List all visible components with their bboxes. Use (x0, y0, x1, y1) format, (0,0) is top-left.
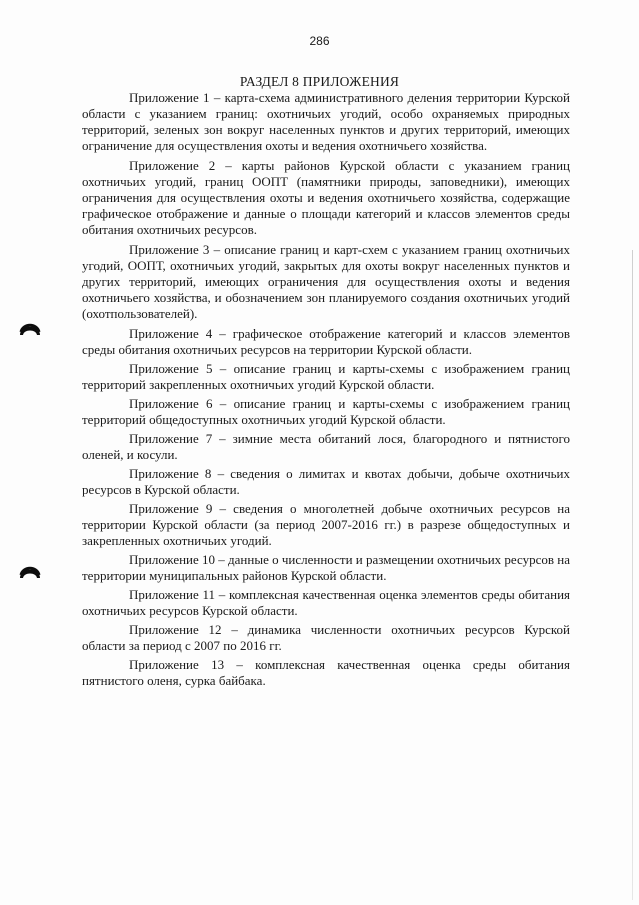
appendix-3-paragraph: Приложение 3 – описание границ и карт-схем с указанием границ охотничьих угодий, ООПТ, охотничьих угодий, закрытых для охоты вокруг населенных пунктов и других территорий, имеющих ограничения для осуществления охоты и ведения охотничьего хозяйства, и обозначением зон планируемого создания охотничьих угодий (охотпользователей). (82, 242, 570, 321)
punch-hole-icon (18, 561, 42, 579)
appendix-12-paragraph: Приложение 12 – динамика численности охотничьих ресурсов Курской области за период с 2007 по 2016 гг. (82, 622, 570, 653)
appendix-1-paragraph: Приложение 1 – карта-схема административного деления территории Курской области с указанием границ: охотничьих угодий, особо охраняемых природных территорий, зеленых зон вокруг населенных пунктов и других территорий, имеющих ограничение для осуществления охоты и ведения охотничьего хозяйства. (82, 90, 570, 153)
page-number: 286 (309, 34, 330, 48)
appendix-10-paragraph: Приложение 10 – данные о численности и размещении охотничьих ресурсов на территории муниципальных районов Курской области. (82, 552, 570, 583)
appendix-2-paragraph: Приложение 2 – карты районов Курской области с указанием границ охотничьих угодий, границ ООПТ (памятники природы, заповедники), имеющих ограничения для осуществления охоты и ведения охотничьего хозяйства, содержащие графическое отображение и данные о площади категорий и классов элементов среды обитания охотничьих ресурсов. (82, 158, 570, 237)
appendix-list (82, 90, 570, 692)
appendix-9-paragraph: Приложение 9 – сведения о многолетней добыче охотничьих ресурсов на территории Курской области (за период 2007-2016 гг.) в разрезе общедоступных и закрепленных охотничьих угодий. (82, 501, 570, 548)
appendix-7-paragraph: Приложение 7 – зимние места обитаний лося, благородного и пятнистого оленей, и косули. (82, 431, 570, 462)
appendix-11-paragraph: Приложение 11 – комплексная качественная оценка элементов среды обитания охотничьих ресурсов Курской области. (82, 587, 570, 618)
appendix-13-paragraph: Приложение 13 – комплексная качественная оценка среды обитания пятнистого оленя, сурка байбака. (82, 657, 570, 688)
section-title: РАЗДЕЛ 8 ПРИЛОЖЕНИЯ (239, 74, 400, 89)
appendix-8-paragraph: Приложение 8 – сведения о лимитах и квотах добычи, добыче охотничьих ресурсов в Курской области. (82, 466, 570, 497)
appendix-5-paragraph: Приложение 5 – описание границ и карты-схемы с изображением границ территорий закрепленных охотничьих угодий Курской области. (82, 361, 570, 392)
punch-hole-icon (18, 318, 42, 336)
appendix-6-paragraph: Приложение 6 – описание границ и карты-схемы с изображением границ территорий общедоступных охотничьих угодий Курской области. (82, 396, 570, 427)
appendix-4-paragraph: Приложение 4 – графическое отображение категорий и классов элементов среды обитания охотничьих ресурсов на территории Курской области. (82, 326, 570, 357)
scan-edge-line (632, 250, 633, 900)
